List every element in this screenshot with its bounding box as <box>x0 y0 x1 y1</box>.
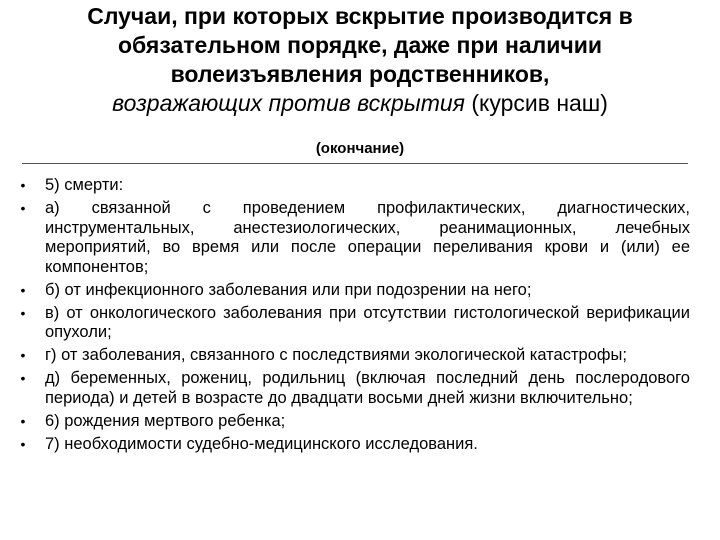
list-item <box>18 369 690 408</box>
slide-title <box>20 2 700 118</box>
list-item-text: д) беременных, рожениц, родильниц (включая последний день послеродового периода) и детей в возрасте до двадцати восьми дней жизни включительно; <box>45 369 690 407</box>
bullet-icon: • <box>20 370 26 386</box>
list-item-text: а) связанной с проведением профилактических, диагностических, инструментальных, анестезиологических, реанимационных, лечебных мероприятий, во время или после операции переливания крови и (или) ее компонентов; <box>45 199 690 276</box>
list-item-text: 7) необходимости судебно-медицинского исследования. <box>45 434 478 453</box>
title-plain-text: (курсив наш) <box>464 90 608 116</box>
title-line-4 <box>20 89 700 118</box>
subtitle: (окончание) <box>315 140 405 157</box>
cases-list <box>18 176 690 458</box>
bullet-icon: • <box>20 435 26 452</box>
title-line-3: волеизъявления родственников, <box>170 61 550 87</box>
list-item <box>18 304 690 343</box>
bullet-icon: • <box>20 412 26 429</box>
title-italic-text: возражающих против вскрытия <box>112 90 465 116</box>
list-item <box>18 176 690 196</box>
list-item <box>18 281 690 301</box>
list-item <box>18 412 690 432</box>
list-item <box>18 435 690 455</box>
divider-line <box>22 163 688 164</box>
title-line-2: обязательном порядке, даже при наличии <box>117 32 603 58</box>
bullet-icon: • <box>20 177 26 193</box>
list-item-text: 5) смерти: <box>45 176 124 194</box>
list-item-text: 6) рождения мертвого ребенка; <box>45 411 286 430</box>
list-item <box>18 346 690 366</box>
title-line-1: Случаи, при которых вскрытие производится в <box>87 3 633 29</box>
list-item-text: г) от заболевания, связанного с последствиями экологической катастрофы; <box>45 346 627 364</box>
list-item-text: б) от инфекционного заболевания или при подозрении на него; <box>45 280 532 299</box>
bullet-icon: • <box>20 281 26 298</box>
bullet-icon: • <box>20 347 26 363</box>
list-item <box>18 199 690 277</box>
bullet-icon: • <box>20 304 26 321</box>
bullet-icon: • <box>20 200 26 216</box>
list-item-text: в) от онкологического заболевания при отсутствии гистологической верификации опухоли; <box>45 303 690 341</box>
